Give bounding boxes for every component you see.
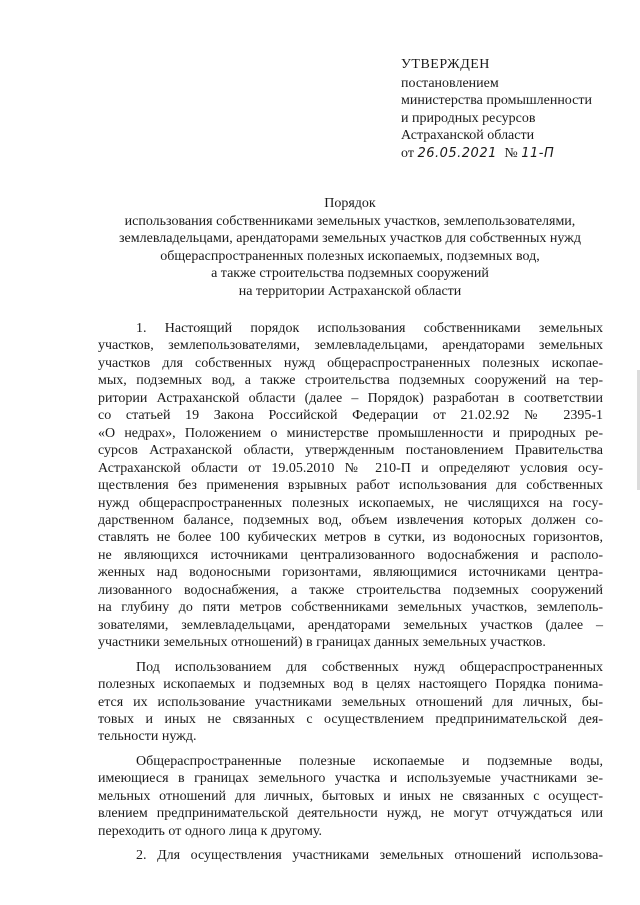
text-line: 1. Настоящий порядок использования собственниками земельных	[136, 321, 603, 336]
text-line: Астраханской области от 19.05.2010 № 210-П и определяют условия осу-	[98, 460, 603, 476]
handwritten-number: 11-П	[521, 145, 555, 161]
text-line: ритории Астраханской области (далее – Порядок) разработан в соответствии	[98, 390, 603, 406]
text-line: тельности нужд.	[98, 729, 197, 745]
title-line: землевладельцами, арендаторами земельных участков для собственных нужд	[119, 231, 581, 247]
text-line: лизованного водоснабжения, а также строительства подземных сооружений	[98, 582, 603, 598]
paragraph-4	[98, 847, 603, 864]
approval-line: Астраханской области	[401, 128, 535, 143]
text-line: со статьей 19 Закона Российской Федерации от 21.02.92 № 2395-1	[98, 408, 603, 424]
paragraph-1	[98, 320, 603, 652]
text-line: на глубину до пяти метров собственниками земельных участков, землеполь-	[98, 600, 603, 616]
text-line: участники земельных отношений) в границах данных земельных участков.	[98, 635, 546, 651]
approval-line: постановлением	[401, 75, 499, 91]
document-body	[98, 320, 603, 865]
date-prefix: от	[401, 145, 414, 161]
text-line: «О недрах», Положением о министерстве промышленности и природных ре-	[98, 425, 603, 441]
title-line: использования собственниками земельных участков, землепользователями,	[124, 213, 576, 229]
approval-line: министерства промышленности	[401, 93, 592, 108]
title-line: а также строительства подземных сооружений	[211, 266, 489, 282]
text-line: женных над водоносными горизонтами, являющимися источниками центра-	[98, 565, 603, 581]
paragraph-2	[98, 659, 603, 746]
text-line: Под использованием для собственных нужд общераспространенных	[136, 659, 603, 675]
text-line: сурсов Астраханской области, утвержденным постановлением Правительства	[98, 443, 603, 459]
number-prefix: №	[504, 145, 518, 161]
paragraph-3	[98, 753, 603, 840]
approval-stamp-block	[401, 56, 631, 162]
text-line: дарственном балансе, подземных вод, объем извлечения которых должен со-	[98, 512, 603, 528]
text-line: ставлять не более 100 кубических метров в сутки, из водоносных горизонтов,	[98, 530, 603, 546]
text-line: зователями, землевладельцами, арендаторами земельных участков (далее –	[98, 617, 603, 633]
approval-line: и природных ресурсов	[401, 110, 536, 126]
text-line: переходить от одного лица к другому.	[98, 823, 322, 839]
approval-date-line	[401, 145, 631, 163]
text-line: мельных отношений для личных, бытовых и иных не связанных с осущест-	[98, 788, 603, 804]
title-line: Порядок	[324, 196, 376, 211]
text-line: ществления без применения взрывных работ использования для собственных	[98, 478, 603, 494]
text-line: товых и иных не связанных с осуществлением предпринимательской дея-	[98, 711, 603, 727]
text-line: участков, землепользователями, землевладельцами, арендаторами земельных	[98, 338, 603, 354]
document-title	[90, 195, 610, 301]
text-line: 2. Для осуществления участниками земельных отношений использова-	[136, 848, 603, 864]
text-line: нужд общераспространенных полезных ископаемых, не числящихся на госу-	[98, 495, 603, 511]
text-line: мых, подземных вод, а также строительства подземных сооружений на тер-	[98, 373, 603, 389]
text-line: полезных ископаемых и подземных вод в целях настоящего Порядка понима-	[98, 677, 603, 693]
text-line: имеющиеся в границах земельного участка и используемые участниками зе-	[98, 771, 603, 787]
text-line: ется их использование участниками земельных отношений для личных, бы-	[98, 694, 603, 710]
approval-title: УТВЕРЖДЕН	[401, 57, 490, 72]
text-line: влением предпринимательской деятельности нужд, не могут отчуждаться или	[98, 806, 603, 822]
title-line: общераспространенных полезных ископаемых, подземных вод,	[160, 248, 540, 264]
text-line: участков для собственных нужд общераспространенных полезных ископае-	[98, 355, 603, 371]
handwritten-date: 26.05.2021	[417, 145, 497, 161]
text-line: не являющихся источниками централизованного водоснабжения и располо-	[98, 547, 603, 563]
text-line: Общераспространенные полезные ископаемые и подземные воды,	[136, 753, 603, 769]
title-line: на территории Астраханской области	[238, 283, 462, 299]
